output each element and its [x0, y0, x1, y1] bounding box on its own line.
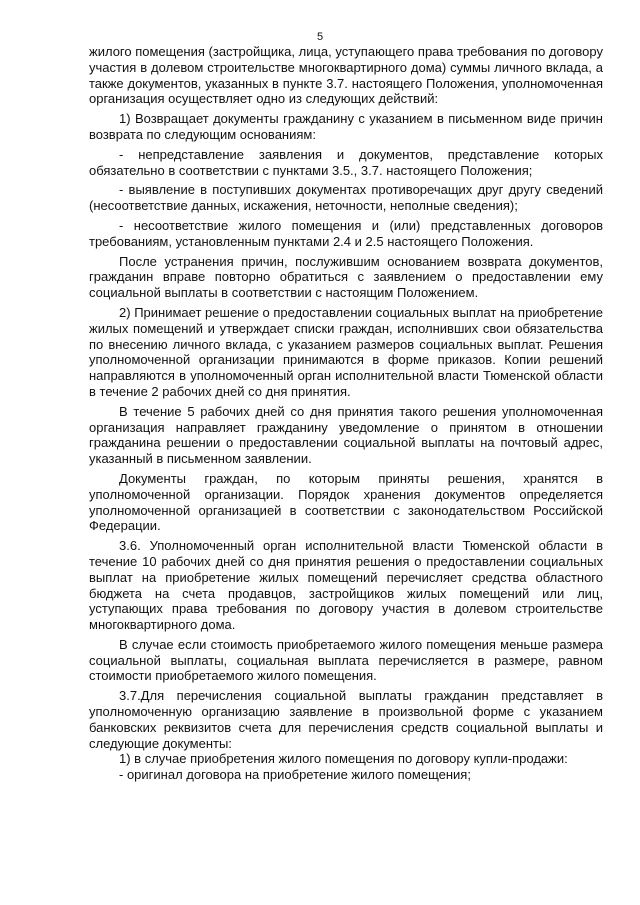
- paragraph: Документы граждан, по которым приняты решения, хранятся в уполномоченной организации. Порядок хранения документов определяется уполномоченной организацией в соответствии с законодательством Российской Федерации.: [89, 470, 603, 534]
- list-item: - несоответствие жилого помещения и (или) представленных договоров требованиям, установленным пунктами 2.4 и 2.5 настоящего Положения.: [89, 217, 603, 249]
- paragraph: 1) Возвращает документы гражданину с указанием в письменном виде причин возврата по следующим основаниям:: [89, 111, 603, 142]
- paragraph: В случае если стоимость приобретаемого жилого помещения меньше размера социальной выплаты, социальная выплата перечисляется в размере, равном стоимости приобретаемого жилого помещения.: [89, 636, 603, 684]
- list-item: - выявление в поступивших документах противоречащих друг другу сведений (несоответствие данных, искажения, неточности, неполные сведения);: [89, 182, 603, 214]
- document-body: [89, 44, 603, 783]
- list-item: - непредставление заявления и документов, представление которых обязательно в соответствии с пунктами 3.5., 3.7. настоящего Положения;: [89, 146, 603, 178]
- paragraph: 3.7.Для перечисления социальной выплаты гражданин представляет в уполномоченную организацию заявление в произвольной форме с указанием банковских реквизитов счета для перечисления средств социальной выплаты и следующие документы:: [89, 688, 603, 751]
- paragraph: 3.6. Уполномоченный орган исполнительной власти Тюменской области в течение 10 рабочих дней со дня принятия решения о предоставлении социальных выплат на приобретение жилых помещений перечисляет средства областного бюджета на счета продавцов, застройщиков жилых помещений или лиц, уступающих права требования по договору участия в долевом строительстве многоквартирного дома.: [89, 538, 603, 633]
- list-item: - оригинал договора на приобретение жилого помещения;: [119, 767, 471, 783]
- paragraph: жилого помещения (застройщика, лица, уступающего права требования по договору участия в долевом строительстве многоквартирного дома) суммы личного вклада, а также документов, указанных в пункте 3.7. настоящего Положения, уполномоченная организация осуществляет одно из следующих действий:: [89, 44, 603, 107]
- page-number: 5: [316, 31, 324, 43]
- paragraph: В течение 5 рабочих дней со дня принятия такого решения уполномоченная организация направляет гражданину уведомление о принятом в отношении гражданина решении о предоставлении социальной выплаты на почтовый адрес, указанный в письменном заявлении.: [89, 403, 603, 467]
- paragraph: 2) Принимает решение о предоставлении социальных выплат на приобретение жилых помещений и утверждает списки граждан, исполнивших свои обязательства по внесению личного вклада, с указанием размеров социальных выплат. Решения уполномоченной организации принимаются в форме приказов. Копии решений направляются в уполномоченный орган исполнительной власти Тюменской области в течение 2 рабочих дней со дня принятия.: [89, 304, 603, 399]
- list-item: 1) в случае приобретения жилого помещения по договору купли-продажи:: [119, 751, 568, 767]
- paragraph: После устранения причин, послужившим основанием возврата документов, гражданин вправе повторно обратиться с заявлением о предоставлении ему социальной выплаты в соответствии с настоящим Положением.: [89, 253, 603, 301]
